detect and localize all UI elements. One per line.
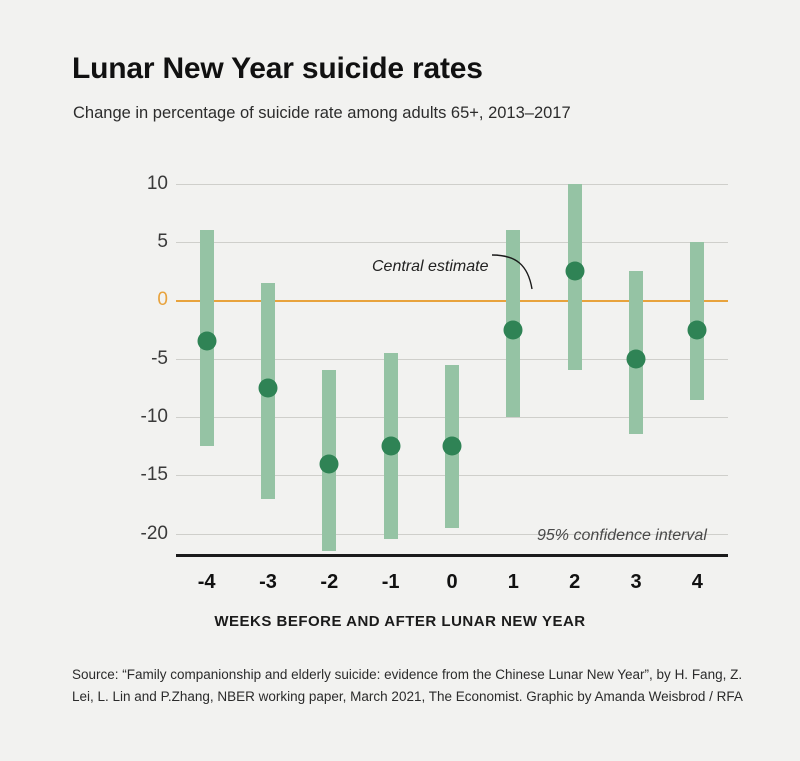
central-estimate-dot bbox=[320, 454, 339, 473]
x-axis-tick-label: 3 bbox=[630, 571, 642, 593]
central-estimate-dot bbox=[259, 378, 278, 397]
central-estimate-dot bbox=[197, 332, 216, 351]
y-axis-tick-label: 10 bbox=[146, 172, 168, 194]
x-axis-tick-label: -1 bbox=[381, 571, 400, 593]
x-axis-tick-label: -3 bbox=[259, 571, 277, 593]
x-axis-tick-label: -4 bbox=[197, 571, 216, 593]
x-axis-title: WEEKS BEFORE AND AFTER LUNAR NEW YEAR bbox=[214, 613, 586, 630]
x-axis-tick-label: 2 bbox=[569, 571, 581, 593]
y-axis-tick-label: -15 bbox=[140, 464, 168, 486]
x-axis-line bbox=[176, 554, 728, 557]
chart-container bbox=[72, 160, 728, 630]
page-subtitle: Change in percentage of suicide rate among adults 65+, 2013–2017 bbox=[73, 104, 571, 122]
y-axis-tick-label: 0 bbox=[157, 289, 168, 311]
annotation-central-estimate: Central estimate bbox=[372, 258, 489, 276]
annotation-confidence-interval: 95% confidence interval bbox=[537, 526, 707, 544]
x-axis-tick-label: 0 bbox=[446, 571, 458, 593]
plot-area bbox=[176, 172, 728, 557]
central-estimate-dot bbox=[504, 320, 523, 339]
y-axis-tick-label: -5 bbox=[151, 347, 168, 369]
y-axis-tick-label: -20 bbox=[140, 522, 168, 544]
y-axis-tick-label: -10 bbox=[140, 406, 168, 427]
page-title: Lunar New Year suicide rates bbox=[72, 52, 483, 85]
central-estimate-dot bbox=[381, 437, 400, 456]
x-axis-tick-label: 1 bbox=[507, 571, 519, 593]
central-estimate-dot bbox=[443, 437, 462, 456]
central-estimate-dot bbox=[627, 349, 646, 368]
source-note: Source: “Family companionship and elderly suicide: evidence from the Chinese Lunar New Year”, by H. Fang, Z. Lei, L. Lin and P.Zhang, NBER working paper, March 2021, The Economist. Graphic by Amanda Weisbrod / RFA bbox=[72, 667, 743, 704]
zero-reference-line bbox=[176, 300, 728, 302]
x-axis-tick-label: 4 bbox=[691, 571, 703, 593]
annotation-leader-line bbox=[492, 249, 612, 309]
y-axis-tick-label: 5 bbox=[157, 231, 168, 252]
grid-line bbox=[176, 184, 728, 185]
x-axis-tick-label: -2 bbox=[320, 571, 339, 593]
central-estimate-dot bbox=[688, 320, 707, 339]
grid-line bbox=[176, 242, 728, 243]
